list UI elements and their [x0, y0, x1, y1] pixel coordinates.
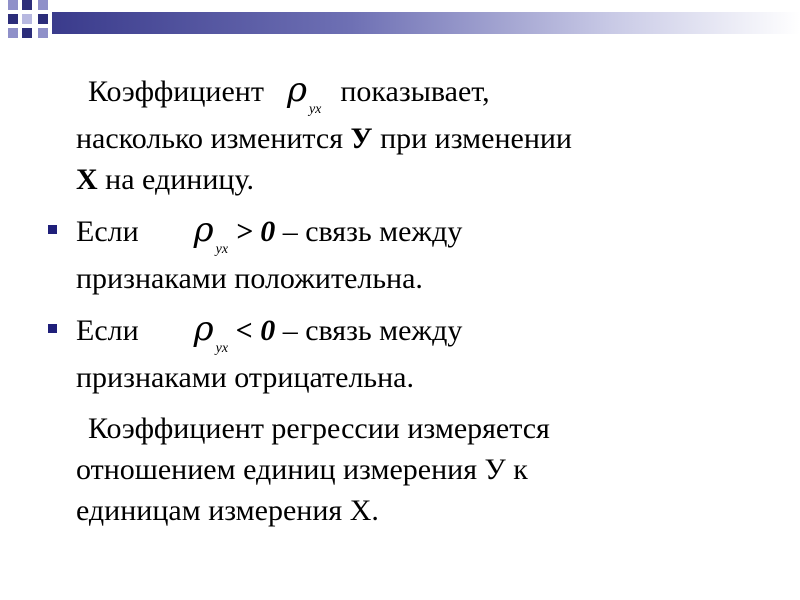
rho-subscript: yx [215, 242, 229, 257]
rho-subscript: yx [215, 341, 229, 356]
text: признаками положительна. [76, 262, 423, 295]
decor-square [22, 14, 32, 24]
text: Если [76, 314, 139, 347]
paragraph-regression [76, 408, 776, 531]
decor-square [38, 0, 48, 10]
text: Если [76, 215, 139, 248]
variable-x: Х [76, 163, 98, 196]
text: Коэффициент регрессии измеряется [88, 412, 550, 445]
text: – связь между [275, 314, 463, 347]
text: отношением единиц измерения У к [76, 453, 528, 486]
decor-square [8, 0, 18, 10]
rho-symbol: ρ [193, 210, 214, 250]
paragraph-coefficient [76, 70, 776, 200]
decor-square [38, 14, 48, 24]
text: единицам измерения Х. [76, 494, 379, 527]
text: на единицу. [97, 163, 254, 196]
text: признаками отрицательна. [76, 361, 414, 394]
rho-symbol: ρ [193, 309, 214, 349]
header-decoration [0, 0, 800, 48]
variable-y: У [350, 122, 373, 155]
comparison-negative: < 0 [235, 314, 276, 347]
rho-subscript: yx [308, 102, 322, 117]
text: показывает, [340, 75, 490, 108]
text: насколько изменится [76, 122, 351, 155]
bullet-square-icon [48, 225, 57, 234]
decor-square [8, 14, 18, 24]
text: Коэффициент [88, 75, 264, 108]
header-gradient-band [52, 12, 800, 34]
bullet-square-icon [48, 324, 57, 333]
text: – связь между [275, 215, 463, 248]
decor-square [22, 28, 32, 38]
decor-square [22, 0, 32, 10]
text: при изменении [372, 122, 572, 155]
decor-square [38, 28, 48, 38]
decor-square [8, 28, 18, 38]
rho-symbol: ρ [286, 70, 307, 110]
bullet-positive [76, 210, 776, 299]
bullet-negative [76, 309, 776, 398]
slide-content [76, 70, 776, 541]
comparison-positive: > 0 [235, 215, 276, 248]
